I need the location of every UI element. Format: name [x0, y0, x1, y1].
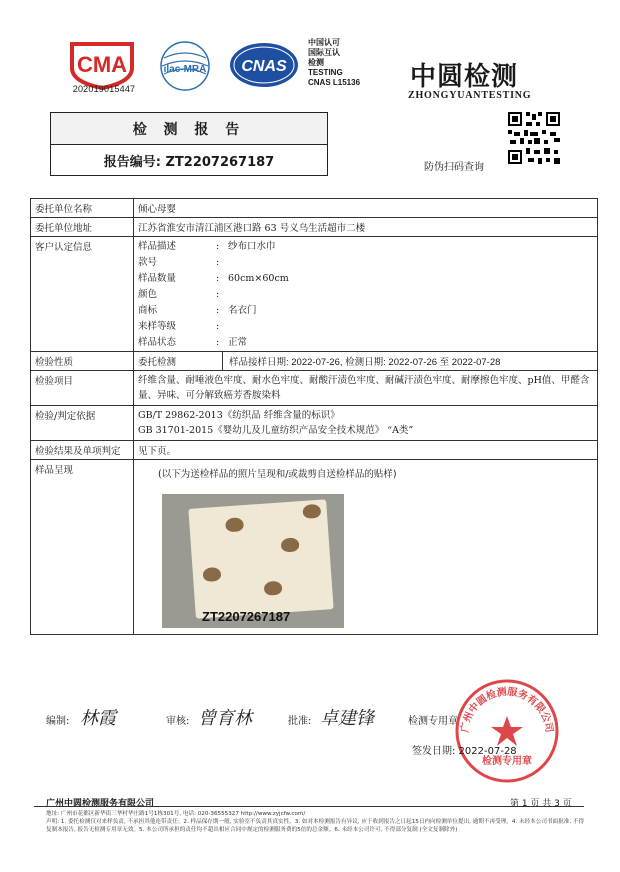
- issue-date: 签发日期: 2022-07-28: [412, 746, 517, 757]
- client-label: 委托单位名称: [31, 199, 134, 218]
- client-value: 倾心母婴: [134, 199, 598, 218]
- basis-value: GB/T 29862-2013《纺织品 纤维含量的标识》 GB 31701-2015《婴幼儿及儿童纺织产品安全技术规范》 “A类”: [134, 406, 598, 441]
- accreditation-text: 中国认可 国际互认 检测 TESTING CNAS L15136: [308, 38, 361, 87]
- sample-cloth: [188, 499, 333, 618]
- list-item: 样品状态 : 正常: [138, 337, 248, 348]
- table-row: [31, 237, 598, 352]
- stamp-label: 检测专用章: [408, 716, 458, 727]
- list-item: 样品数量 : 60cm×60cm: [138, 273, 289, 284]
- customer-info-label: 客户认定信息: [31, 237, 134, 352]
- result-label: 检验结果及单项判定: [31, 441, 134, 460]
- reviewer-label: 审核:: [166, 716, 190, 727]
- report-title-box: [50, 112, 328, 176]
- address-label: 委托单位地址: [31, 218, 134, 237]
- sample-photo: [162, 494, 344, 628]
- footer-fine-print: [46, 810, 586, 834]
- table-row: [31, 352, 598, 371]
- sample-cell: [134, 460, 598, 635]
- list-item: 商标 : 名衣门: [138, 305, 257, 316]
- table-row: [31, 441, 598, 460]
- report-title: 检 测 报 告: [51, 113, 327, 145]
- photo-report-code: ZT2207267187: [202, 609, 291, 624]
- approver-signature: 卓建锋: [320, 708, 374, 729]
- test-dates: 样品接样日期: 2022-07-26, 检测日期: 2022-07-26 至 2022-07-28: [229, 357, 501, 368]
- qr-scan-label: 防伪扫码查询: [424, 162, 484, 173]
- brand-name-en: ZHONGYUANTESTING: [408, 90, 532, 101]
- footer-statement: 声明: 1. 委托检测仅对来样负责, 不承担其他连带责任。2. 样品保存期一般, 实验室不负责其真实性。3. 如对本检测报告有异议, 应于收到报告之日起15日内向检测单位提出, 逾期不再受理。4. 未经本公司书面批准, 不得复制本报告, 报告无检测专用章无效。5. 本公司所承担的责任均不超出相应合同中规定的检测服务费的5倍的总金额。6. 未经本公司许可, 不得部分复制 (全文复制除外): [46, 819, 585, 833]
- footer-divider: [34, 806, 584, 807]
- page-indicator: 第 1 页 共 3 页: [510, 799, 572, 809]
- table-row: [31, 199, 598, 218]
- nature-value: 委托检测: [138, 352, 223, 370]
- items-label: 检验项目: [31, 371, 134, 406]
- report-number: 报告编号: ZT2207267187: [103, 154, 275, 170]
- sample-intro: (以下为送检样品的照片呈现和/或裁剪自送检样品的贴样): [158, 469, 397, 480]
- table-row: [31, 406, 598, 441]
- editor-label: 编制:: [46, 716, 70, 727]
- cnas-logo: [228, 40, 300, 90]
- reviewer-signature: 曾育林: [198, 708, 252, 729]
- report-info-table: [30, 198, 598, 635]
- svg-text:ilac-MRA: ilac-MRA: [163, 64, 207, 75]
- svg-text:CMA: CMA: [76, 52, 128, 77]
- customer-info-cell: [134, 237, 598, 352]
- result-value: 见下页。: [134, 441, 598, 460]
- list-item: 颜色 :: [138, 289, 220, 300]
- sample-label: 样品呈现: [31, 460, 134, 635]
- items-value: 纤维含量、耐唾液色牢度、耐水色牢度、耐酸汗渍色牢度、耐碱汗渍色牢度、耐摩擦色牢度、pH值、甲醛含量、异味、可分解致癌芳香胺染料: [134, 371, 598, 406]
- table-row: [31, 218, 598, 237]
- svg-text:检测专用章: 检测专用章: [482, 756, 532, 767]
- footer-company: 广州中圆检测服务有限公司: [46, 799, 155, 809]
- list-item: 款号 :: [138, 257, 220, 268]
- svg-text:广州中圆检测服务有限公司: 广州中圆检测服务有限公司: [459, 686, 555, 734]
- ilac-mra-logo: [152, 38, 218, 98]
- nature-label: 检验性质: [31, 352, 134, 371]
- table-row: [31, 371, 598, 406]
- editor-signature: 林霞: [80, 708, 116, 729]
- list-item: 样品描述 : 纱布口水巾: [138, 241, 276, 252]
- approver-label: 批准:: [288, 716, 312, 727]
- table-row: [31, 460, 598, 635]
- brand-name-cn: 中圆检测: [410, 62, 519, 92]
- basis-label: 检验/判定依据: [31, 406, 134, 441]
- address-value: 江苏省淮安市清江浦区港口路 63 号义乌生活超市二楼: [134, 218, 598, 237]
- cma-number: 202019015447: [72, 84, 136, 94]
- footer-address: 地址: 广州市花都区新华街三华村华庄路1号1栋301号, 电话: 020-36555327 http://www.zyjcfw.com/: [46, 811, 306, 817]
- company-seal: [452, 676, 562, 786]
- svg-text:CNAS: CNAS: [241, 58, 287, 75]
- list-item: 来样等级 :: [138, 321, 220, 332]
- qr-code-icon[interactable]: [506, 110, 562, 166]
